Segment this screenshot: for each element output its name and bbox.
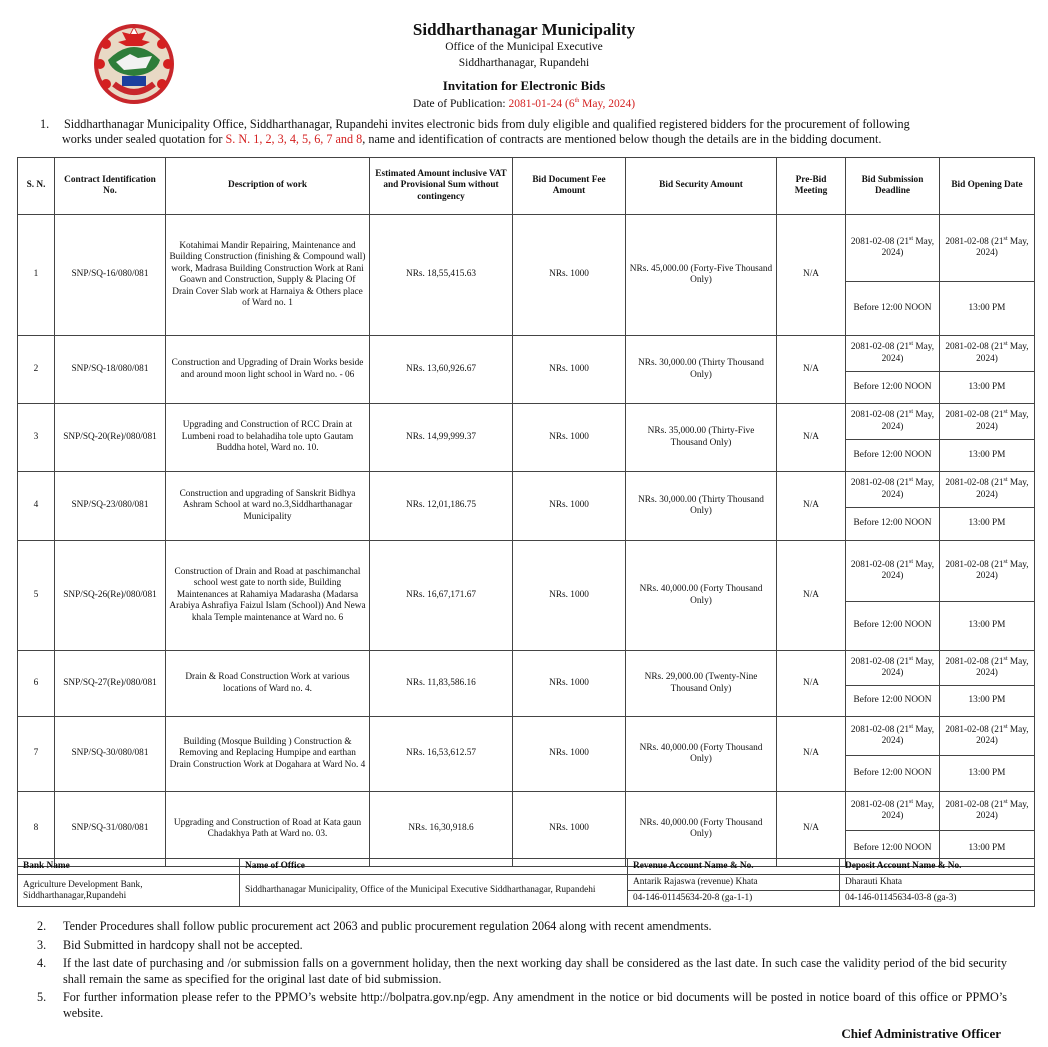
- deadline-date: 2081-02-08 (21st May, 2024): [846, 472, 939, 508]
- table-row: [18, 541, 1035, 651]
- opening-time: 13:00 PM: [968, 620, 1006, 631]
- deadline-time: Before 12:00 NOON: [853, 518, 932, 529]
- row-deadline: [846, 404, 940, 472]
- row-prebid: N/A: [777, 472, 846, 541]
- row-security: NRs. 40,000.00 (Forty Thousand Only): [626, 717, 777, 792]
- row-estimate: NRs. 14,99,999.37: [370, 404, 513, 472]
- table-row: [18, 472, 1035, 541]
- notice-heading: Invitation for Electronic Bids: [442, 78, 606, 93]
- row-description: Drain & Road Construction Work at various locations of Ward no. 4.: [166, 651, 370, 717]
- row-deadline: [846, 717, 940, 792]
- opening-time: 13:00 PM: [968, 842, 1006, 853]
- intro-line-1: Siddharthanagar Municipality Office, Siddharthanagar, Rupandehi invites electronic bids from duly eligible and qualified registered bidders for the procurement of following: [64, 117, 910, 131]
- table-row: [18, 651, 1035, 717]
- header-doc-fee: Bid Document Fee Amount: [513, 158, 626, 215]
- intro-number: 1.: [40, 117, 50, 131]
- list-item: 4. If the last date of purchasing and /or submission falls on a government holiday, then the next working day shall be considered as the last date. In such case the validity period of the bid security shall remain the same as specified for the original last date of bid submission.: [37, 956, 1007, 986]
- row-estimate: NRs. 11,83,586.16: [370, 651, 513, 717]
- opening-time: 13:00 PM: [968, 381, 1006, 392]
- deadline-date: 2081-02-08 (21st May, 2024): [846, 336, 939, 372]
- opening-date: 2081-02-08 (21st May, 2024): [940, 651, 1034, 686]
- row-estimate: NRs. 16,53,612.57: [370, 717, 513, 792]
- row-estimate: NRs. 12,01,186.75: [370, 472, 513, 541]
- row-opening: [940, 717, 1035, 792]
- row-deadline: [846, 472, 940, 541]
- opening-time: 13:00 PM: [968, 449, 1006, 460]
- row-description: Kotahimai Mandir Repairing, Maintenance and Building Construction (finishing & Compound wall) work, Madrasa Building Construction Work at Rani Goawn and Construction, Supply & Placing Of Drain Cover Slab work at Harnaiya & Others place of Ward no. 1: [166, 215, 370, 336]
- header-prebid: Pre-Bid Meeting: [777, 158, 846, 215]
- row-doc-fee: NRs. 1000: [513, 404, 626, 472]
- deadline-time: Before 12:00 NOON: [853, 381, 932, 392]
- bids-table: [17, 157, 1035, 867]
- opening-time: 13:00 PM: [968, 302, 1006, 313]
- row-contract-id: SNP/SQ-20(Re)/080/081: [55, 404, 166, 472]
- deadline-time: Before 12:00 NOON: [853, 842, 932, 853]
- row-deadline: [846, 792, 940, 867]
- row-security: NRs. 35,000.00 (Thirty-Five Thousand Only): [626, 404, 777, 472]
- opening-time: 13:00 PM: [968, 767, 1006, 778]
- bank-name: Agriculture Development Bank, Siddharthanagar,Rupandehi: [18, 875, 240, 907]
- row-description: Upgrading and Construction of RCC Drain at Lumbeni road to belahadiha tole upto Gautam Buddha hotel, Ward no. 10.: [166, 404, 370, 472]
- deadline-time: Before 12:00 NOON: [853, 302, 932, 313]
- row-prebid: N/A: [777, 541, 846, 651]
- row-prebid: N/A: [777, 215, 846, 336]
- deadline-time: Before 12:00 NOON: [853, 449, 932, 460]
- opening-time: 13:00 PM: [968, 695, 1006, 706]
- row-opening: [940, 215, 1035, 336]
- row-opening: [940, 472, 1035, 541]
- row-prebid: N/A: [777, 792, 846, 867]
- row-prebid: N/A: [777, 336, 846, 404]
- deadline-date: 2081-02-08 (21st May, 2024): [846, 215, 939, 282]
- deadline-time: Before 12:00 NOON: [853, 767, 932, 778]
- bank-row-1: [18, 875, 1035, 891]
- header-description: Description of work: [166, 158, 370, 215]
- row-deadline: [846, 651, 940, 717]
- office-name-header: Name of Office: [240, 859, 628, 875]
- row-description: Building (Mosque Building ) Construction & Removing and Replacing Humpipe and earthan Drain Construction Work at Dogahara at Ward No. 4: [166, 717, 370, 792]
- table-row: [18, 336, 1035, 404]
- office-address: Siddharthanagar, Rupandehi: [458, 57, 590, 69]
- office-name: Office of the Municipal Executive: [445, 41, 603, 53]
- date-label: Date of Publication:: [412, 98, 509, 110]
- row-estimate: NRs. 13,60,926.67: [370, 336, 513, 404]
- deadline-date: 2081-02-08 (21st May, 2024): [846, 717, 939, 756]
- row-sn: 7: [18, 717, 55, 792]
- opening-date: 2081-02-08 (21st May, 2024): [940, 472, 1034, 508]
- row-security: NRs. 30,000.00 (Thirty Thousand Only): [626, 472, 777, 541]
- header-security: Bid Security Amount: [626, 158, 777, 215]
- row-estimate: NRs. 16,30,918.6: [370, 792, 513, 867]
- row-contract-id: SNP/SQ-23/080/081: [55, 472, 166, 541]
- row-doc-fee: NRs. 1000: [513, 651, 626, 717]
- row-contract-id: SNP/SQ-18/080/081: [55, 336, 166, 404]
- header-sn: S. N.: [18, 158, 55, 215]
- row-contract-id: SNP/SQ-31/080/081: [55, 792, 166, 867]
- row-sn: 2: [18, 336, 55, 404]
- table-row: [18, 792, 1035, 867]
- opening-date: 2081-02-08 (21st May, 2024): [940, 404, 1034, 440]
- revenue-header: Revenue Account Name & No.: [628, 859, 840, 875]
- deadline-date: 2081-02-08 (21st May, 2024): [846, 651, 939, 686]
- table-row: [18, 717, 1035, 792]
- deadline-time: Before 12:00 NOON: [853, 620, 932, 631]
- row-contract-id: SNP/SQ-16/080/081: [55, 215, 166, 336]
- row-contract-id: SNP/SQ-27(Re)/080/081: [55, 651, 166, 717]
- row-doc-fee: NRs. 1000: [513, 717, 626, 792]
- row-doc-fee: NRs. 1000: [513, 541, 626, 651]
- table-header-row: [18, 158, 1035, 215]
- table-row: [18, 215, 1035, 336]
- date-value: 2081-01-24 (6th May, 2024): [508, 98, 636, 110]
- row-prebid: N/A: [777, 651, 846, 717]
- list-item: 3. Bid Submitted in hardcopy shall not be accepted.: [37, 937, 303, 952]
- header-estimate: Estimated Amount inclusive VAT and Provisional Sum without contingency: [370, 158, 513, 215]
- list-item: 2. Tender Procedures shall follow public procurement act 2063 and public procurement regulation 2064 along with recent amendments.: [37, 919, 712, 933]
- header-deadline: Bid Submission Deadline: [846, 158, 940, 215]
- revenue-number: 04-146-01145634-20-8 (ga-1-1): [628, 891, 840, 907]
- office-name-value: Siddharthanagar Municipality, Office of the Municipal Executive Siddharthanagar, Rupandehi: [240, 875, 628, 907]
- deadline-date: 2081-02-08 (21st May, 2024): [846, 792, 939, 831]
- row-security: NRs. 40,000.00 (Forty Thousand Only): [626, 792, 777, 867]
- row-deadline: [846, 336, 940, 404]
- row-sn: 4: [18, 472, 55, 541]
- row-estimate: NRs. 18,55,415.63: [370, 215, 513, 336]
- row-doc-fee: NRs. 1000: [513, 336, 626, 404]
- row-deadline: [846, 541, 940, 651]
- bank-header-row: [18, 859, 1035, 875]
- row-opening: [940, 336, 1035, 404]
- bank-name-header: Bank Name: [18, 859, 240, 875]
- row-opening: [940, 792, 1035, 867]
- row-description: Construction of Drain and Road at paschimanchal school west gate to north side, Building Maintenances at Rahamiya Madarasha (Madarsa Arabiya Ashrafiya Faizul Islam (School)) And Newa khala Temple maintenance at Ward no. 6: [166, 541, 370, 651]
- row-security: NRs. 40,000.00 (Forty Thousand Only): [626, 541, 777, 651]
- opening-date: 2081-02-08 (21st May, 2024): [940, 541, 1034, 602]
- deadline-date: 2081-02-08 (21st May, 2024): [846, 541, 939, 602]
- row-description: Upgrading and Construction of Road at Kata gaun Chadakhya Path at Ward no. 03.: [166, 792, 370, 867]
- deposit-number: 04-146-01145634-03-8 (ga-3): [840, 891, 1035, 907]
- row-doc-fee: NRs. 1000: [513, 215, 626, 336]
- revenue-name: Antarik Rajaswa (revenue) Khata: [628, 875, 840, 891]
- signature: Chief Administrative Officer: [841, 1026, 1001, 1041]
- opening-date: 2081-02-08 (21st May, 2024): [940, 215, 1034, 282]
- row-security: NRs. 29,000.00 (Twenty-Nine Thousand Only): [626, 651, 777, 717]
- row-doc-fee: NRs. 1000: [513, 472, 626, 541]
- header-opening: Bid Opening Date: [940, 158, 1035, 215]
- bank-table: [17, 858, 1035, 907]
- row-sn: 8: [18, 792, 55, 867]
- row-description: Construction and upgrading of Sanskrit Bidhya Ashram School at ward no.3,Siddharthanagar Municipality: [166, 472, 370, 541]
- row-opening: [940, 404, 1035, 472]
- row-security: NRs. 45,000.00 (Forty-Five Thousand Only): [626, 215, 777, 336]
- opening-date: 2081-02-08 (21st May, 2024): [940, 717, 1034, 756]
- municipality-title: Siddharthanagar Municipality: [412, 20, 636, 39]
- header-contract-id: Contract Identification No.: [55, 158, 166, 215]
- row-sn: 6: [18, 651, 55, 717]
- row-prebid: N/A: [777, 717, 846, 792]
- notes-list: [37, 919, 1007, 1024]
- row-estimate: NRs. 16,67,171.67: [370, 541, 513, 651]
- row-contract-id: SNP/SQ-26(Re)/080/081: [55, 541, 166, 651]
- row-sn: 5: [18, 541, 55, 651]
- intro-serials: S. N. 1, 2, 3, 4, 5, 6, 7 and 8: [225, 132, 363, 146]
- deadline-time: Before 12:00 NOON: [853, 695, 932, 706]
- deposit-header: Deposit Account Name & No.: [840, 859, 1035, 875]
- row-prebid: N/A: [777, 404, 846, 472]
- row-contract-id: SNP/SQ-30/080/081: [55, 717, 166, 792]
- opening-date: 2081-02-08 (21st May, 2024): [940, 792, 1034, 831]
- row-security: NRs. 30,000.00 (Thirty Thousand Only): [626, 336, 777, 404]
- deadline-date: 2081-02-08 (21st May, 2024): [846, 404, 939, 440]
- row-doc-fee: NRs. 1000: [513, 792, 626, 867]
- list-item: 5. For further information please refer to the PPMO’s website http://bolpatra.gov.np/egp. Any amendment in the notice or bid documents will be posted in notice board of this office or PPMO’s website.: [37, 990, 1007, 1020]
- opening-date: 2081-02-08 (21st May, 2024): [940, 336, 1034, 372]
- row-sn: 3: [18, 404, 55, 472]
- row-sn: 1: [18, 215, 55, 336]
- row-description: Construction and Upgrading of Drain Works beside and around moon light school in Ward no. - 06: [166, 336, 370, 404]
- table-row: [18, 404, 1035, 472]
- row-deadline: [846, 215, 940, 336]
- opening-time: 13:00 PM: [968, 518, 1006, 529]
- row-opening: [940, 541, 1035, 651]
- row-opening: [940, 651, 1035, 717]
- deposit-name: Dharauti Khata: [840, 875, 1035, 891]
- publication-date: [0, 98, 1048, 110]
